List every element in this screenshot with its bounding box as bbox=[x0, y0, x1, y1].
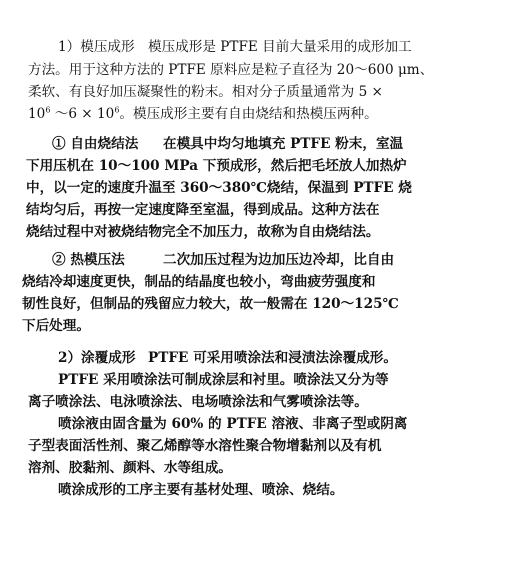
paragraph-text: ～6 × 10 bbox=[50, 106, 115, 122]
paragraph-text: 喷涂成形的工序主要有基材处理、喷涂、烧结。 bbox=[58, 482, 344, 498]
section-heading: 2）涂覆成形 bbox=[58, 350, 136, 366]
section-heading: ① 自由烧结法 bbox=[52, 136, 139, 152]
paragraph-text: 模压成形是 PTFE 目前大量采用的成形加工 bbox=[148, 39, 412, 55]
section-heading: 1）模压成形 bbox=[58, 39, 135, 55]
paragraph-text: 10 bbox=[28, 106, 46, 122]
paragraph-text: 结均匀后，再按一定速度降至室温，得到成品。这种方法在 bbox=[26, 202, 380, 218]
paragraph-text: 下用压机在 10～100 MPa 下预成形，然后把毛坯放人加热炉 bbox=[26, 158, 407, 174]
paragraph-text: 韧性良好，但制品的残留应力较大，故一般需在 120～125℃ bbox=[22, 296, 399, 312]
paragraph-text: 子型表面活性剂、聚乙烯醇等水溶性聚合物增黏剂以及有机 bbox=[28, 438, 382, 454]
paragraph-text: 烧结冷却速度更快，制品的结晶度也较小，弯曲疲劳强度和 bbox=[22, 274, 376, 290]
paragraph-text: 方法。用于这种方法的 PTFE 原料应是粒子直径为 20～600 μm、 bbox=[28, 62, 434, 78]
paragraph-text: 。模压成形主要有自由烧结和热模压两种。 bbox=[119, 106, 378, 122]
section-heading: ② 热模压法 bbox=[52, 252, 125, 268]
paragraph-text: PTFE 采用喷涂法可制成涂层和衬里。喷涂法又分为等 bbox=[58, 372, 389, 388]
paragraph-text: 下后处理。 bbox=[22, 318, 90, 334]
paragraph-text: 喷涂液由固含量为 60% 的 PTFE 溶液、非离子型或阴离 bbox=[58, 416, 408, 432]
paragraph-text: 在模具中均匀地填充 PTFE 粉末，室温 bbox=[163, 136, 404, 152]
paragraph-text: 中，以一定的速度升温至 360～380℃烧结，保温到 PTFE 烧 bbox=[26, 180, 412, 196]
paragraph-text: 二次加压过程为边加压边冷却，比自由 bbox=[163, 252, 395, 268]
paragraph-text: 离子喷涂法、电泳喷涂法、电场喷涂法和气雾喷涂法等。 bbox=[28, 394, 368, 410]
paragraph-text: PTFE 可采用喷涂法和浸渍法涂覆成形。 bbox=[148, 350, 397, 366]
paragraph-text: 溶剂、胶黏剂、颜料、水等组成。 bbox=[28, 460, 232, 476]
paragraph-text: 柔软、有良好加压凝聚性的粉末。相对分子质量通常为 5 × bbox=[28, 84, 383, 100]
exponent: 6 bbox=[45, 105, 51, 115]
paragraph-text: 烧结过程中对被烧结物完全不加压力，故称为自由烧结法。 bbox=[26, 224, 380, 240]
exponent: 6 bbox=[114, 105, 120, 115]
